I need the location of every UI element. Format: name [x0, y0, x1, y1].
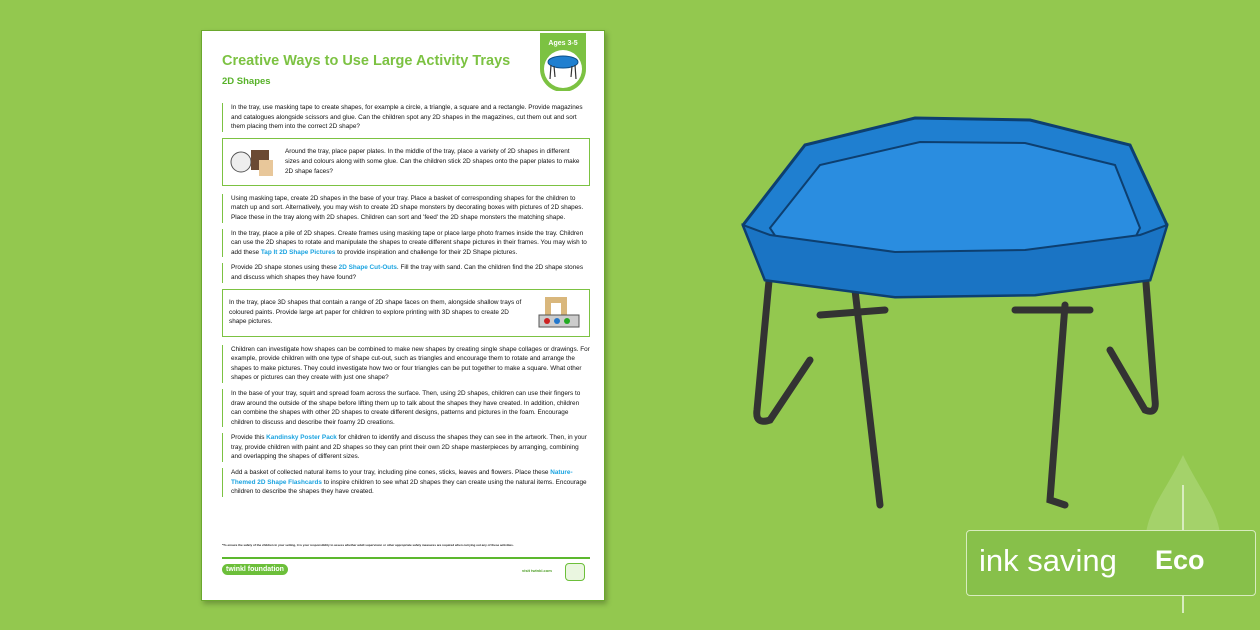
activity-paragraph [222, 103, 590, 132]
resource-preview-page [201, 30, 605, 601]
craft-supplies-icon [229, 144, 279, 180]
text-run: Add a basket of collected natural items to your tray, including pine cones, sticks, leaves and flowers. Place these [231, 469, 551, 477]
paragraph-text [231, 345, 590, 383]
text-run: Using masking tape, create 2D shapes in the base of your tray. Place a basket of corresponding shapes for the children to match up and sort. Alternatively, you may wish to create 2D shape monsters by decorating boxes with pictures of 2D shapes. Place these in the tray along with 2D shapes. Children can sort and 'feed' the 2D shape monsters the matching shape. [231, 194, 584, 221]
page-title: Creative Ways to Use Large Activity Trays [222, 53, 511, 69]
age-badge-text: Ages 3-5 [548, 40, 578, 47]
text-run: Around the tray, place paper plates. In the middle of the tray, place a variety of 2D shapes in different sizes and colours along with some glue. Can the children stick 2D shapes onto the paper plates to make 2D shape faces? [285, 148, 580, 175]
paragraph-text [231, 389, 590, 427]
text-run: Provide 2D shape stones using these [231, 264, 339, 272]
text-run: In the tray, place a pile of 2D shapes. Create frames using masking tape or place large photo frames inside the tray. Children can use the 2D shapes to rotate and manipulate the shapes to create different shape pictures in their frames. You may wish to add these [231, 229, 587, 256]
twinkl-foundation-logo: twinkl foundation [222, 564, 288, 575]
text-run: In the base of your tray, squirt and spread foam across the surface. Then, using 2D shapes, children can use their fingers to draw around the outside of the shape before lifting them up to talk about the shapes they have created. In addition, children can combine the shapes with other 2D shapes to create different designs, patterns and pictures in the foam. Encourage children to discuss and describe their foamy 2D creations. [231, 389, 581, 426]
paragraph-text [231, 263, 590, 282]
visit-link[interactable]: visit twinkl.com [522, 568, 552, 573]
activity-tray-illustration [735, 110, 1175, 530]
3d-shapes-paints-icon [533, 295, 583, 331]
quality-seal-icon [565, 563, 585, 581]
age-badge-icon [540, 33, 586, 91]
footer-divider [222, 557, 590, 559]
resource-link[interactable]: Tap It 2D Shape Pictures [260, 248, 336, 256]
activity-paragraph [222, 229, 590, 258]
paragraph-text [229, 298, 527, 327]
resource-link[interactable]: Nature-Themed 2D Shape Flashcards [231, 469, 573, 486]
text-run: . Fill the tray with sand. Can the children find the 2D shape stones and discuss which shapes they have found? [231, 264, 584, 281]
activity-paragraph [222, 345, 590, 383]
activity-paragraph [222, 289, 590, 337]
paragraph-text [231, 468, 590, 497]
ink-saving-eco-badge [966, 530, 1256, 596]
safety-footnote: *To ensure the safety of the children in your setting, it is your responsibility to assess whether adult supervision or other appropriate safety measures are required when carrying out any of these activities. [222, 543, 514, 547]
activity-paragraph [222, 468, 590, 497]
text-run: to provide inspiration and challenge for their 2D Shape pictures. [335, 248, 518, 256]
resource-link[interactable]: 2D Shape Cut-Outs [338, 264, 397, 272]
paragraph-text [231, 229, 590, 258]
page-subtitle: 2D Shapes [222, 76, 271, 87]
activity-paragraph [222, 138, 590, 186]
activity-paragraph [222, 194, 590, 223]
activity-list [222, 103, 590, 503]
text-run: In the tray, place 3D shapes that contain a range of 2D shape faces on them, alongside shallow trays of coloured paints. Provide large art paper for children to explore printing with 3D shapes to create 2D shape pictures. [229, 299, 522, 326]
paragraph-text [285, 147, 583, 176]
activity-paragraph [222, 263, 590, 282]
ink-saving-label: ink saving [979, 543, 1117, 578]
text-run: to inspire children to see what 2D shapes they can create using the natural items. Encourage children to describe the shapes they have created. [231, 478, 587, 496]
text-run: Children can investigate how shapes can be combined to make new shapes by creating single shape collages or drawings. For example, provide children with one type of shape cut-out, such as triangles and encourage them to rotate and arrange the shapes to make pictures. They could investigate how two or four triangles can be put together to make a square. What other shapes or pictures can they create with just one shape? [231, 345, 590, 382]
text-run: for children to identify and discuss the shapes they can see in the artwork. Then, in your tray, provide children with paint and 2D shapes so they can print their own 2D shape masterpieces by arranging, combining and overlapping the shapes of different sizes. [231, 434, 587, 461]
paragraph-text [231, 103, 590, 132]
resource-link[interactable]: Kandinsky Poster Pack [266, 434, 337, 442]
paragraph-text [231, 194, 590, 223]
text-run: Provide this [231, 434, 267, 442]
activity-paragraph [222, 433, 590, 462]
text-run: In the tray, use masking tape to create shapes, for example a circle, a triangle, a square and a rectangle. Provide magazines and catalogues alongside scissors and glue. Can the children spot any 2D shapes in the magazines, cut them out and sort them placing them into the correct 2D shape? [231, 104, 583, 131]
eco-label: Eco [1155, 545, 1205, 575]
paragraph-text [231, 433, 590, 462]
activity-paragraph [222, 389, 590, 427]
